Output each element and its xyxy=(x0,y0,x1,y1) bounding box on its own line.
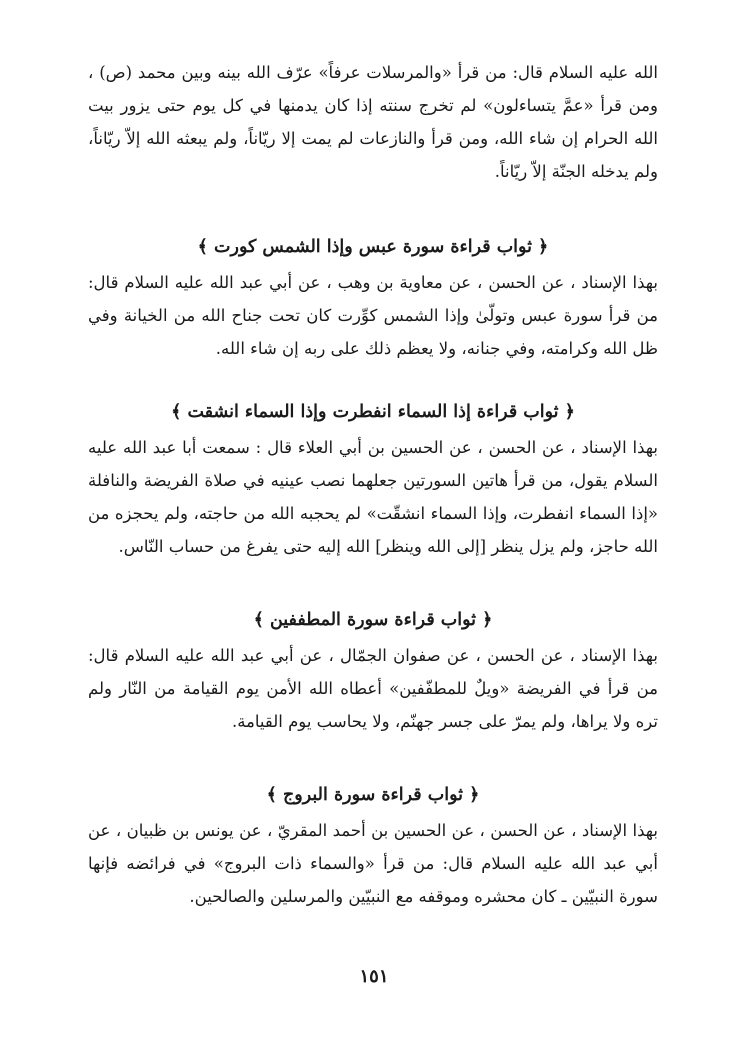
section-body-abasa: بهذا الإسناد ، عن الحسن ، عن معاوية بن وهب ، عن أبي عبد الله عليه السلام قال: من قرأ سورة عبس وتولّىٰ وإذا الشمس كوِّرت كان تحت جناح الله من الخيانة وفي ظل الله وكرامته، وفي جنانه، ولا يعظم ذلك على ربه إن شاء الله. xyxy=(88,273,658,358)
section-title-infitar-inshiqaq: ﴿ ثواب قراءة إذا السماء انفطرت وإذا السماء انشقت ﴾ xyxy=(171,402,575,422)
section-title-abasa: ﴿ ثواب قراءة سورة عبس وإذا الشمس كورت ﴾ xyxy=(197,237,549,257)
section-title-mutaffifin: ﴿ ثواب قراءة سورة المطففين ﴾ xyxy=(253,610,493,630)
page-content xyxy=(88,56,658,913)
section-title-buruj: ﴿ ثواب قراءة سورة البروج ﴾ xyxy=(266,785,480,805)
section-body-buruj: بهذا الإسناد ، عن الحسن ، عن الحسين بن أحمد المقريّ ، عن يونس بن ظبيان ، عن أبي عبد الله عليه السلام قال: من قرأ «والسماء ذات البروج» في فرائضه فإنها سورة النبيّين ـ كان محشره وموقفه مع النبيّين والمرسلين والصالحين. xyxy=(88,821,658,906)
intro-paragraph: الله عليه السلام قال: من قرأ «والمرسلات عرفاً» عرّف الله بينه وبين محمد (ص) ، ومن قرأ «عمَّ يتساءلون» لم تخرج سنته إذا كان يدمنها في كل يوم حتى يزور بيت الله الحرام إن شاء الله، ومن قرأ والنازعات لم يمت إلا ريّاناً، ولم يبعثه الله إلاّ ريّاناً، ولم يدخله الجنّة إلاّ ريّاناً. xyxy=(88,63,658,181)
section-body-mutaffifin: بهذا الإسناد ، عن الحسن ، عن صفوان الجمّال ، عن أبي عبد الله عليه السلام قال: من قرأ في الفريضة «ويلٌ للمطفّفين» أعطاه الله الأمن يوم القيامة من النّار ولم تره ولا يراها، ولم يمرّ على جسر جهنّم، ولا يحاسب يوم القيامة. xyxy=(88,646,658,731)
page-number: ١٥١ xyxy=(359,966,389,987)
section-body-infitar-inshiqaq: بهذا الإسناد ، عن الحسن ، عن الحسين بن أبي العلاء قال : سمعت أبا عبد الله عليه السلام يقول، من قرأ هاتين السورتين جعلهما نصب عينيه في صلاة الفريضة والنافلة «إذا السماء انفطرت، وإذا السماء انشقّت» لم يحجبه الله من حاجته، ولم يحجزه من الله حاجز، ولم يزل ينظر [إلى الله وينظر] الله إليه حتى يفرغ من حساب النّاس. xyxy=(88,438,658,556)
